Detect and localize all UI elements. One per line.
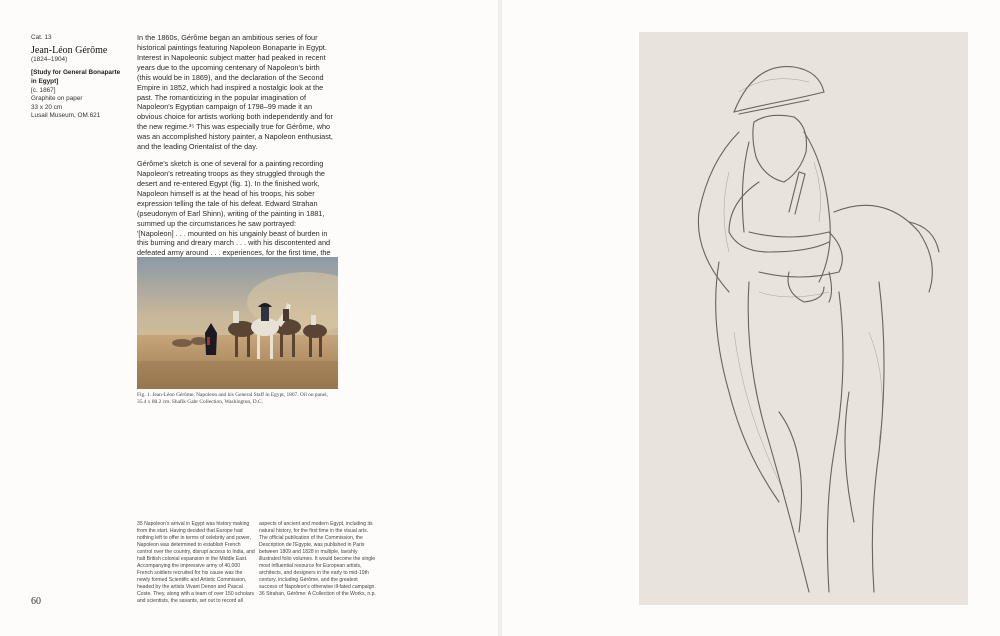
artist-dates: (1824–1904)	[31, 55, 68, 63]
figure-caption: Fig. 1. Jean-Léon Gérôme, Napoleon and his General Staff in Egypt, 1867. Oil on panel, 35.4 x 88.2 cm. Shafik Gabr Collection, Washington, D.C.	[137, 392, 328, 406]
essay-paragraph-2: Gérôme's sketch is one of several for a painting recording Napoleon's retreating troops as they struggled through the desert and re-entered Egypt (fig. 1). In the finished work, Napoleon himself is at the head of his troops, his sober expression telling the tale of his defeat. Edward Strahan (pseudonym of Earl Shinn), writing of the painting in 1881, summed up the circumstances he saw portrayed: '[Napoleon] . . . mounted on his ungainly beast of burden in this burning and dreary march . . . with his discontented and defeated army around . . . experiences, for the first time, the	[137, 159, 331, 258]
catalogue-number: Cat. 13	[31, 34, 52, 41]
essay-paragraph-1: In the 1860s, Gérôme began an ambitious series of four historical paintings featuring Napoleon Bonaparte in Egypt. Interest in Napoleonic subject matter had peaked in recent years due to the upcoming centenary of Napoleon's birth (this would be in 1869), and the declaration of the Second Empire in 1852, which had inspired a nostalgic look at the past. The romanticizing in the popular imagination of Napoleon's Egyptian campaign of 1798–99 made it an obvious choice for artists working both independently and for the new regime.³⁵ This was especially true for Gérôme, who was an accomplished history painter, a Napoleon enthusiast, and the leading Orientalist of the day.	[137, 33, 333, 152]
artwork-title: [Study for General Bonaparte in Egypt]	[31, 69, 121, 85]
page-number: 60	[31, 596, 41, 607]
desert-painting-image	[137, 257, 338, 389]
footnotes-column-2	[259, 521, 377, 598]
artwork-medium: Graphite on paper	[31, 95, 83, 103]
graphite-sketch-plate	[639, 32, 968, 605]
essay-body	[137, 33, 333, 275]
left-page	[0, 0, 498, 636]
footnotes-column-1	[137, 521, 255, 605]
artwork-collection: Lusail Museum, OM.621	[31, 112, 101, 120]
artwork-dimensions: 33 x 20 cm	[31, 103, 63, 111]
catalogue-sidebar	[31, 34, 126, 121]
artwork-date: [c. 1867]	[31, 86, 56, 94]
rider-sketch-image	[639, 32, 968, 605]
footnote-35: 35 Napoleon's arrival in Egypt was history making from the start. Having decided that Europe had nothing left to offer in terms of celebrity and power, Napoleon was determined to establish French control over the country, disrupt access to India, and halt British colonial expansion in the Middle East. Accompanying the impressive army of 40,000 French soldiers recruited for his cause was the newly formed Scientific and Artistic Commission, headed by the artists Vivant Denon and Pascal Coste. They, along with a team of over 150 scholars and scientists, the savants, set out to record all	[137, 521, 255, 605]
footnote-36: 36 Strahan, Gérôme: A Collection of the Works, n.p.	[259, 591, 376, 598]
artist-name: Jean-Léon Gérôme	[31, 44, 108, 56]
footnote-35-continued: aspects of ancient and modern Egypt, including its natural history, for the first time in the visual arts. The official publication of the Commission, the Description de l'Egypte, was published in Paris between 1809 and 1828 in multiple, lavishly illustrated folio volumes. It would become the single most influential resource for European artists, architects, and designers in the early to mid-19th century, including Gérôme, and the greatest success of Napoleon's otherwise ill-fated campaign.	[259, 521, 376, 591]
figure-painting	[137, 257, 338, 389]
